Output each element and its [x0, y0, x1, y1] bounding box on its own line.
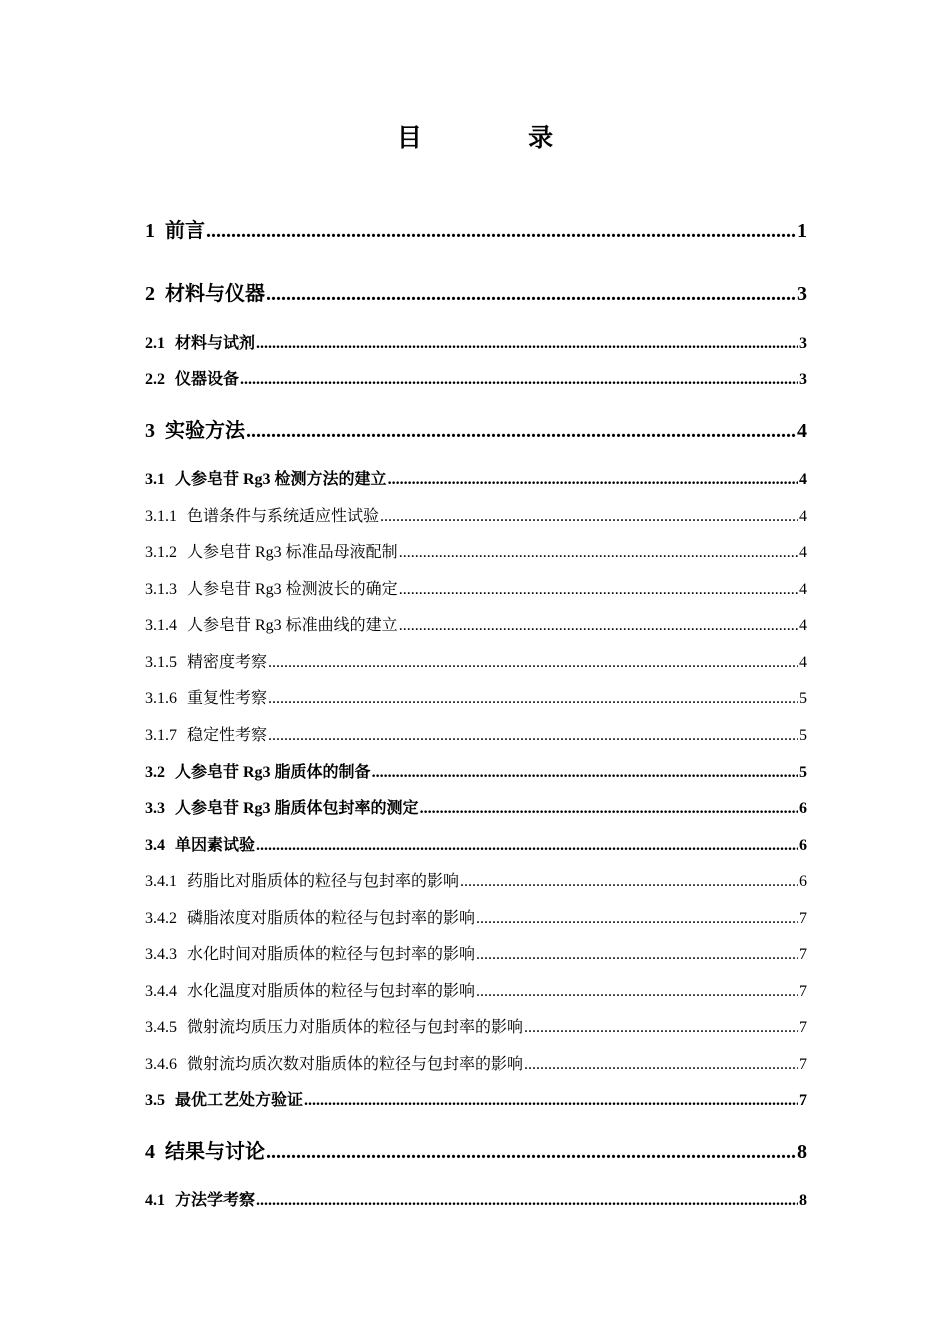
toc-page-number: 5 [799, 727, 807, 744]
toc-dot-leader [420, 798, 798, 820]
toc-dot-leader [304, 1090, 798, 1112]
toc-entry-number: 3.1.1 [145, 508, 177, 525]
toc-entry-label [145, 1090, 303, 1112]
toc-entry-number: 3.1.7 [145, 727, 177, 744]
toc-entry[interactable] [145, 217, 807, 245]
toc-entry-label [145, 1054, 523, 1076]
toc-dot-leader [256, 333, 798, 355]
toc-entry-number: 3.4 [145, 837, 165, 854]
toc-page-number: 6 [799, 837, 807, 854]
toc-entry-title: 重复性考察 [187, 690, 268, 707]
toc-entry-title: 人参皂苷 Rg3 检测波长的确定 [187, 581, 398, 598]
toc-dot-leader [266, 280, 796, 308]
toc-entry-number: 3.1.3 [145, 581, 177, 598]
toc-entry-title: 方法学考察 [175, 1192, 256, 1209]
toc-entry-title: 微射流均质压力对脂质体的粒径与包封率的影响 [187, 1019, 524, 1036]
toc-entry-title: 微射流均质次数对脂质体的粒径与包封率的影响 [187, 1056, 524, 1073]
toc-entry-label [145, 579, 398, 601]
toc-entry-title: 材料与试剂 [175, 335, 256, 352]
toc-page-number: 7 [799, 1019, 807, 1036]
toc-page-number: 3 [799, 371, 807, 388]
toc-page-number: 3 [797, 283, 807, 305]
toc-page-number: 8 [799, 1192, 807, 1209]
toc-entry-title: 稳定性考察 [187, 727, 268, 744]
toc-dot-leader [380, 506, 798, 528]
toc-entry-label [145, 417, 245, 445]
toc-entry[interactable] [145, 835, 807, 857]
toc-dot-leader [399, 579, 798, 601]
toc-entry[interactable] [145, 944, 807, 966]
toc-entry-number: 3.4.6 [145, 1056, 177, 1073]
toc-entry[interactable] [145, 908, 807, 930]
toc-page-number: 7 [799, 910, 807, 927]
toc-entry-label [145, 333, 255, 355]
toc-entry-title: 材料与仪器 [165, 283, 265, 305]
toc-entry-label [145, 908, 475, 930]
toc-entry[interactable] [145, 369, 807, 391]
toc-entry[interactable] [145, 417, 807, 445]
toc-page-number: 4 [799, 581, 807, 598]
toc-entry[interactable] [145, 280, 807, 308]
toc-entry-number: 3.1.4 [145, 617, 177, 634]
toc-entry-number: 2 [145, 283, 155, 305]
toc-dot-leader [268, 725, 798, 747]
toc-dot-leader [256, 835, 798, 857]
toc-entry-title: 水化时间对脂质体的粒径与包封率的影响 [187, 946, 476, 963]
toc-dot-leader [524, 1054, 798, 1076]
toc-page-number: 7 [799, 946, 807, 963]
toc-entry-label [145, 1190, 255, 1212]
toc-page-number: 5 [799, 764, 807, 781]
toc-entry-number: 3.4.5 [145, 1019, 177, 1036]
toc-entry[interactable] [145, 542, 807, 564]
toc-entry-title: 磷脂浓度对脂质体的粒径与包封率的影响 [187, 910, 476, 927]
toc-dot-leader [268, 688, 798, 710]
toc-page-number: 4 [799, 617, 807, 634]
toc-entry[interactable] [145, 579, 807, 601]
page-title: 目 录 [396, 125, 604, 152]
toc-entry[interactable] [145, 1138, 807, 1166]
toc-page-number: 3 [799, 335, 807, 352]
toc-entry-title: 水化温度对脂质体的粒径与包封率的影响 [187, 983, 476, 1000]
toc-dot-leader [268, 652, 798, 674]
toc-entry[interactable] [145, 688, 807, 710]
toc-entry-number: 3.1.6 [145, 690, 177, 707]
toc-entry[interactable] [145, 1190, 807, 1212]
toc-entry[interactable] [145, 1090, 807, 1112]
toc-entry-title: 人参皂苷 Rg3 标准品母液配制 [187, 544, 398, 561]
toc-entry-number: 1 [145, 220, 155, 242]
toc-entry[interactable] [145, 871, 807, 893]
toc-entry[interactable] [145, 615, 807, 637]
toc-entry-number: 4 [145, 1141, 155, 1163]
toc-entry-label [145, 798, 419, 820]
toc-entry[interactable] [145, 1017, 807, 1039]
toc-entry-label [145, 652, 267, 674]
toc-entry-number: 3.4.2 [145, 910, 177, 927]
toc-entry[interactable] [145, 333, 807, 355]
toc-entry-number: 3.4.4 [145, 983, 177, 1000]
toc-entry-number: 2.1 [145, 335, 165, 352]
toc-entry-title: 药脂比对脂质体的粒径与包封率的影响 [187, 873, 460, 890]
toc-entry[interactable] [145, 1054, 807, 1076]
toc-entry-number: 3.2 [145, 764, 165, 781]
toc-entry-label [145, 280, 265, 308]
toc-page-number: 6 [799, 873, 807, 890]
toc-entry-label [145, 871, 459, 893]
toc-page-number: 4 [799, 544, 807, 561]
toc-dot-leader [266, 1138, 796, 1166]
toc-dot-leader [388, 469, 798, 491]
toc-entry-title: 前言 [165, 220, 205, 242]
toc-entry-title: 人参皂苷 Rg3 脂质体的制备 [175, 764, 371, 781]
toc-dot-leader [399, 542, 798, 564]
toc-dot-leader [476, 944, 798, 966]
toc-entry-number: 4.1 [145, 1192, 165, 1209]
toc-entry[interactable] [145, 469, 807, 491]
toc-entry-label [145, 835, 255, 857]
toc-dot-leader [246, 417, 796, 445]
toc-entry-label [145, 1017, 523, 1039]
toc-entry-label [145, 217, 205, 245]
toc-dot-leader [240, 369, 798, 391]
toc-entry-label [145, 944, 475, 966]
toc-page-number: 1 [797, 220, 807, 242]
toc-entry-label [145, 615, 398, 637]
toc-entry-label [145, 506, 379, 528]
toc-page-number: 4 [799, 471, 807, 488]
toc-entry-title: 人参皂苷 Rg3 标准曲线的建立 [187, 617, 398, 634]
toc-page-number: 7 [799, 983, 807, 1000]
toc-entry[interactable] [145, 725, 807, 747]
toc-entry[interactable] [145, 652, 807, 674]
toc-entry-number: 3.4.3 [145, 946, 177, 963]
toc-entry-title: 人参皂苷 Rg3 检测方法的建立 [175, 471, 387, 488]
toc-dot-leader [524, 1017, 798, 1039]
toc-entry-number: 3.4.1 [145, 873, 177, 890]
toc-entry-label [145, 762, 371, 784]
toc-entry[interactable] [145, 506, 807, 528]
toc-entry-label [145, 542, 398, 564]
toc-entry-title: 精密度考察 [187, 654, 268, 671]
toc-entry-number: 2.2 [145, 371, 165, 388]
toc-entry[interactable] [145, 798, 807, 820]
toc-entry-title: 实验方法 [165, 420, 245, 442]
toc-entry-label [145, 688, 267, 710]
toc-entry-label [145, 1138, 265, 1166]
toc-entry-label [145, 369, 239, 391]
toc-entry-number: 3.3 [145, 800, 165, 817]
toc-entry-title: 人参皂苷 Rg3 脂质体包封率的测定 [175, 800, 419, 817]
toc-entry-label [145, 981, 475, 1003]
toc-page-number: 7 [799, 1092, 807, 1109]
toc-page-number: 6 [799, 800, 807, 817]
toc-entry-title: 结果与讨论 [165, 1141, 265, 1163]
toc-dot-leader [460, 871, 798, 893]
toc-page-number: 8 [797, 1141, 807, 1163]
toc-entry-title: 最优工艺处方验证 [175, 1092, 304, 1109]
toc-dot-leader [476, 981, 798, 1003]
toc-entry-number: 3 [145, 420, 155, 442]
toc-dot-leader [372, 762, 798, 784]
toc-entry-title: 单因素试验 [175, 837, 256, 854]
toc-entry-label [145, 725, 267, 747]
toc-dot-leader [206, 217, 796, 245]
toc-page-number: 4 [797, 420, 807, 442]
toc-entry-number: 3.1.2 [145, 544, 177, 561]
toc-entry-title: 色谱条件与系统适应性试验 [187, 508, 380, 525]
toc-entry-title: 仪器设备 [175, 371, 240, 388]
toc-entry[interactable] [145, 981, 807, 1003]
toc-entry-number: 3.1 [145, 471, 165, 488]
toc-entry[interactable] [145, 762, 807, 784]
toc-entry-number: 3.1.5 [145, 654, 177, 671]
toc-page-number: 4 [799, 508, 807, 525]
toc-page-number: 5 [799, 690, 807, 707]
toc-entry-number: 3.5 [145, 1092, 165, 1109]
toc-dot-leader [399, 615, 798, 637]
toc-dot-leader [476, 908, 798, 930]
toc-entry-label [145, 469, 387, 491]
toc-page-number: 4 [799, 654, 807, 671]
toc-dot-leader [256, 1190, 798, 1212]
toc-page-number: 7 [799, 1056, 807, 1073]
